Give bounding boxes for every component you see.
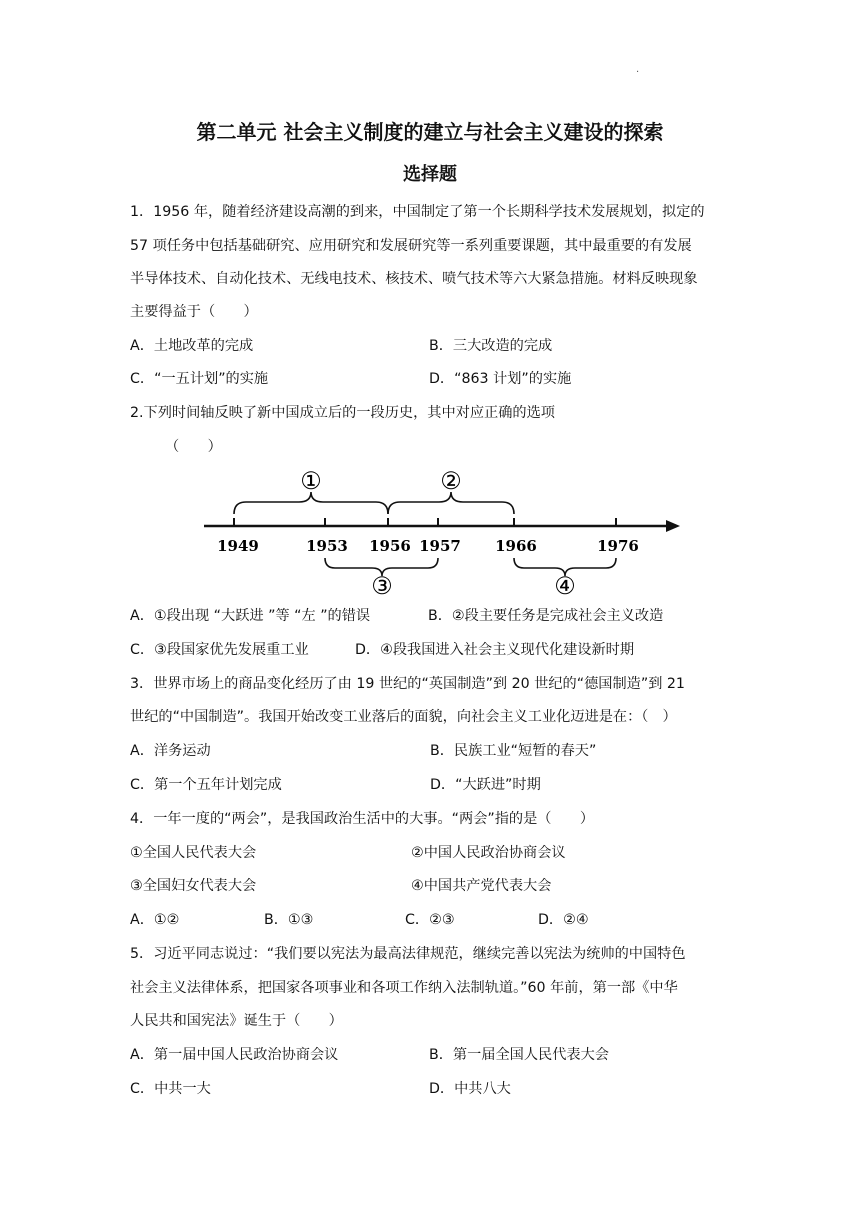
year-label: 1976 xyxy=(597,537,639,555)
q4-item-1: ①全国人民代表大会 xyxy=(130,845,257,861)
q5-stem-line: 人民共和国宪法》诞生于（ ） xyxy=(130,1013,343,1029)
q3-option-b: B．民族工业“短暂的春天” xyxy=(430,743,597,759)
q4-item-2: ②中国人民政治协商会议 xyxy=(411,845,566,861)
q2-answer-bracket: （ ） xyxy=(165,439,222,455)
q2-option-a: A．①段出现 “大跃进 ”等 “左 ”的错误 xyxy=(130,608,371,624)
q5-option-d: D．中共八大 xyxy=(429,1081,511,1097)
q1-stem-line: 1．1956 年，随着经济建设高潮的到来，中国制定了第一个长期科学技术发展规划，拟定的 xyxy=(130,204,705,220)
q5-stem-line: 5．习近平同志说过：“我们要以宪法为最高法律规范，继续完善以宪法为统帅的中国特色 xyxy=(130,946,686,962)
q4-item-3: ③全国妇女代表大会 xyxy=(130,878,257,894)
q1-stem-line: 主要得益于（ ） xyxy=(130,304,258,320)
q4-option-b: B．①③ xyxy=(264,912,314,928)
q3-option-c: C．第一个五年计划完成 xyxy=(130,777,282,793)
q1-option-c: C．“一五计划”的实施 xyxy=(130,371,269,387)
q1-stem-line: 57 项任务中包括基础研究、应用研究和发展研究等一系列重要课题，其中最重要的有发展 xyxy=(130,238,692,254)
q4-item-4: ④中国共产党代表大会 xyxy=(411,878,552,894)
page-dot: . xyxy=(636,64,640,75)
q5-option-b: B．第一届全国人民代表大会 xyxy=(429,1047,609,1063)
year-label: 1949 xyxy=(217,537,259,555)
q5-option-a: A．第一届中国人民政治协商会议 xyxy=(130,1047,339,1063)
timeline-figure xyxy=(196,462,696,602)
q3-stem-line: 3．世界市场上的商品变化经历了由 19 世纪的“英国制造”到 20 世纪的“德国制造”到 21 xyxy=(130,676,685,692)
year-label: 1956 xyxy=(369,537,411,555)
q3-option-a: A．洋务运动 xyxy=(130,743,211,759)
q5-stem-line: 社会主义法律体系，把国家各项事业和各项工作纳入法制轨道。”60 年前，第一部《中华 xyxy=(130,980,678,996)
segment-label-3: ③ xyxy=(371,572,393,600)
q3-stem-line: 世纪的“中国制造”。我国开始改变工业落后的面貌，向社会主义工业化迈进是在：（ ） xyxy=(130,709,677,725)
year-label: 1966 xyxy=(495,537,537,555)
brace-segment-2 xyxy=(388,492,514,514)
q1-option-d: D．“863 计划”的实施 xyxy=(429,371,572,387)
section-heading: 选择题 xyxy=(403,164,457,185)
year-label: 1953 xyxy=(306,537,348,555)
segment-label-2: ② xyxy=(440,467,462,495)
year-label: 1957 xyxy=(419,537,461,555)
q4-option-d: D．②④ xyxy=(538,912,589,928)
timeline-arrow xyxy=(666,520,680,532)
q2-option-c: C．③段国家优先发展重工业 xyxy=(130,642,309,658)
q1-option-b: B．三大改造的完成 xyxy=(429,338,553,354)
q5-option-c: C．中共一大 xyxy=(130,1081,211,1097)
q3-option-d: D．“大跃进”时期 xyxy=(430,777,541,793)
segment-label-1: ① xyxy=(300,467,322,495)
q1-option-a: A．土地改革的完成 xyxy=(130,338,254,354)
segment-label-4: ④ xyxy=(554,572,576,600)
q2-option-b: B．②段主要任务是完成社会主义改造 xyxy=(428,608,664,624)
q2-option-d: D．④段我国进入社会主义现代化建设新时期 xyxy=(355,642,635,658)
q4-stem-line: 4．一年一度的“两会”，是我国政治生活中的大事。“两会”指的是（ ） xyxy=(130,811,595,827)
q4-option-c: C．②③ xyxy=(405,912,455,928)
q1-stem-line: 半导体技术、自动化技术、无线电技术、核技术、喷气技术等六大紧急措施。材料反映现象 xyxy=(130,271,698,287)
brace-segment-1 xyxy=(234,492,388,514)
q2-stem-line: 2.下列时间轴反映了新中国成立后的一段历史，其中对应正确的选项 xyxy=(130,405,555,421)
page-title: 第二单元 社会主义制度的建立与社会主义建设的探索 xyxy=(196,120,664,144)
q4-option-a: A．①② xyxy=(130,912,180,928)
